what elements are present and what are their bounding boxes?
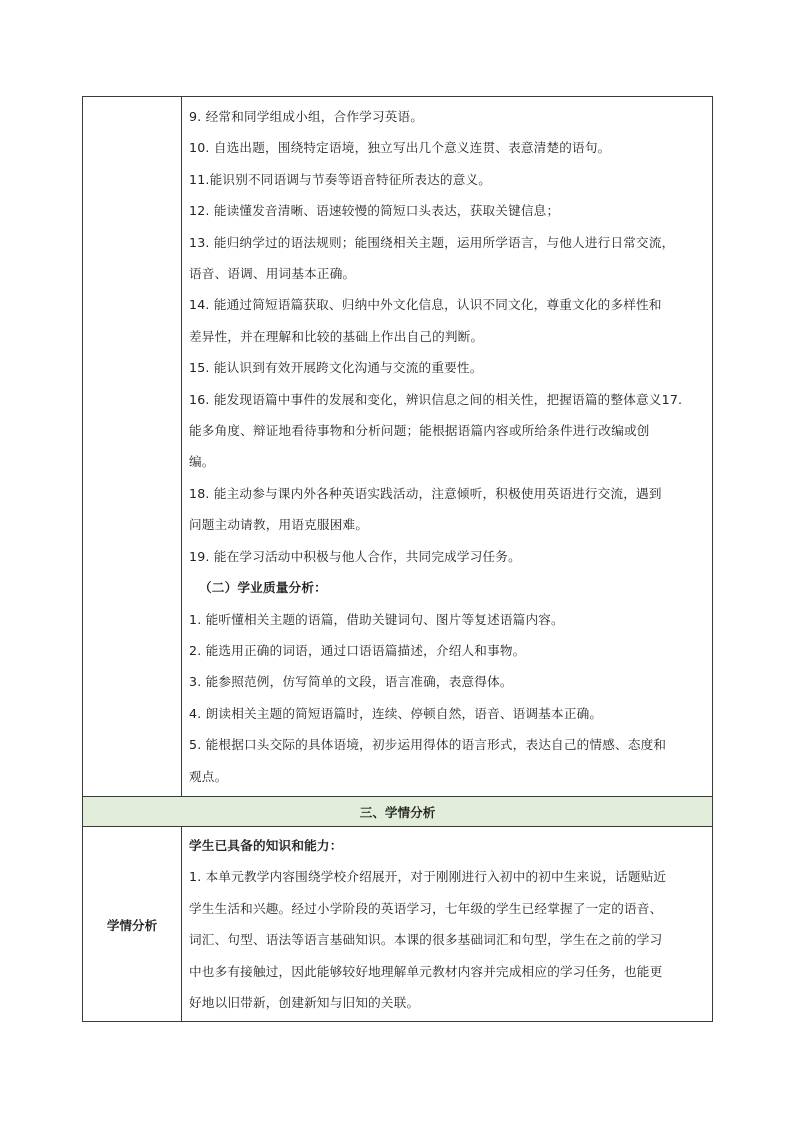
analysis-line: 中也多有接触过，因此能够较好地理解单元教材内容并完成相应的学习任务，也能更 [189, 963, 663, 979]
objective-line: 18. 能主动参与课内外各种英语实践活动，注意倾听，积极使用英语进行交流，遇到 [189, 485, 662, 501]
analysis-line: 词汇、句型、语法等语言基础知识。本课的很多基础词汇和句型，学生在之前的学习 [189, 932, 663, 948]
objective-line: 能多角度、辩证地看待事物和分析问题；能根据语篇内容或所给条件进行改编或创 [189, 423, 650, 439]
objectives-content [182, 97, 713, 797]
objective-line: 16. 能发现语篇中事件的发展和变化，辨识信息之间的相关性，把握语篇的整体意义17. [189, 391, 683, 407]
quality-line: 5. 能根据口头交际的具体语境，初步运用得体的语言形式，表达自己的情感、态度和 [189, 737, 667, 753]
analysis-heading: 学生已具备的知识和能力： [189, 837, 343, 853]
objective-line: 语音、语调、用词基本正确。 [189, 266, 356, 282]
section-title: 三、学情分析 [83, 796, 713, 826]
objective-line: 11.能识别不同语调与节奏等语音特征所表达的意义。 [189, 171, 492, 187]
quality-line: 观点。 [189, 768, 228, 784]
objective-line: 差异性，并在理解和比较的基础上作出自己的判断。 [189, 328, 484, 344]
analysis-line: 学生生活和兴趣。经过小学阶段的英语学习，七年级的学生已经掌握了一定的语音、 [189, 900, 663, 916]
objectives-row [83, 97, 713, 797]
analysis-content [182, 826, 713, 1021]
objectives-list [189, 101, 706, 572]
quality-line: 3. 能参照范例，仿写简单的文段，语言准确，表意得体。 [189, 674, 513, 690]
objective-line: 19. 能在学习活动中积极与他人合作，共同完成学习任务。 [189, 548, 521, 564]
objective-line: 10. 自选出题，围绕特定语境，独立写出几个意义连贯、表意清楚的语句。 [189, 140, 611, 156]
section-title-row [83, 796, 713, 826]
quality-line: 2. 能选用正确的词语，通过口语语篇描述，介绍人和事物。 [189, 642, 526, 658]
analysis-line: 好地以旧带新，创建新知与旧知的关联。 [189, 994, 420, 1010]
objective-line: 15. 能认识到有效开展跨文化沟通与交流的重要性。 [189, 360, 483, 376]
objective-line: 问题主动请教，用语克服困难。 [189, 517, 369, 533]
quality-line: 1. 能听懂相关主题的语篇，借助关键词句、图片等复述语篇内容。 [189, 611, 564, 627]
analysis-line: 1. 本单元教学内容围绕学校介绍展开，对于刚刚进行入初中的初中生来说，话题贴近 [189, 869, 667, 885]
analysis-list [189, 861, 706, 1018]
empty-label-cell [83, 97, 182, 797]
quality-line: 4. 朗读相关主题的简短语篇时，连续、停顿自然，语音、语调基本正确。 [189, 705, 603, 721]
lesson-plan-table [82, 96, 713, 1022]
quality-list [189, 604, 706, 792]
quality-heading: （二）学业质量分析： [199, 580, 327, 596]
objective-line: 9. 经常和同学组成小组，合作学习英语。 [189, 109, 424, 124]
analysis-label: 学情分析 [83, 826, 182, 1021]
objective-line: 编。 [189, 454, 215, 470]
objective-line: 12. 能读懂发音清晰、语速较慢的简短口头表达，获取关键信息； [189, 203, 560, 219]
analysis-row [83, 826, 713, 1021]
objective-line: 14. 能通过简短语篇获取、归纳中外文化信息，认识不同文化，尊重文化的多样性和 [189, 297, 662, 313]
objective-line: 13. 能归纳学过的语法规则；能围绕相关主题，运用所学语言，与他人进行日常交流， [189, 234, 675, 250]
